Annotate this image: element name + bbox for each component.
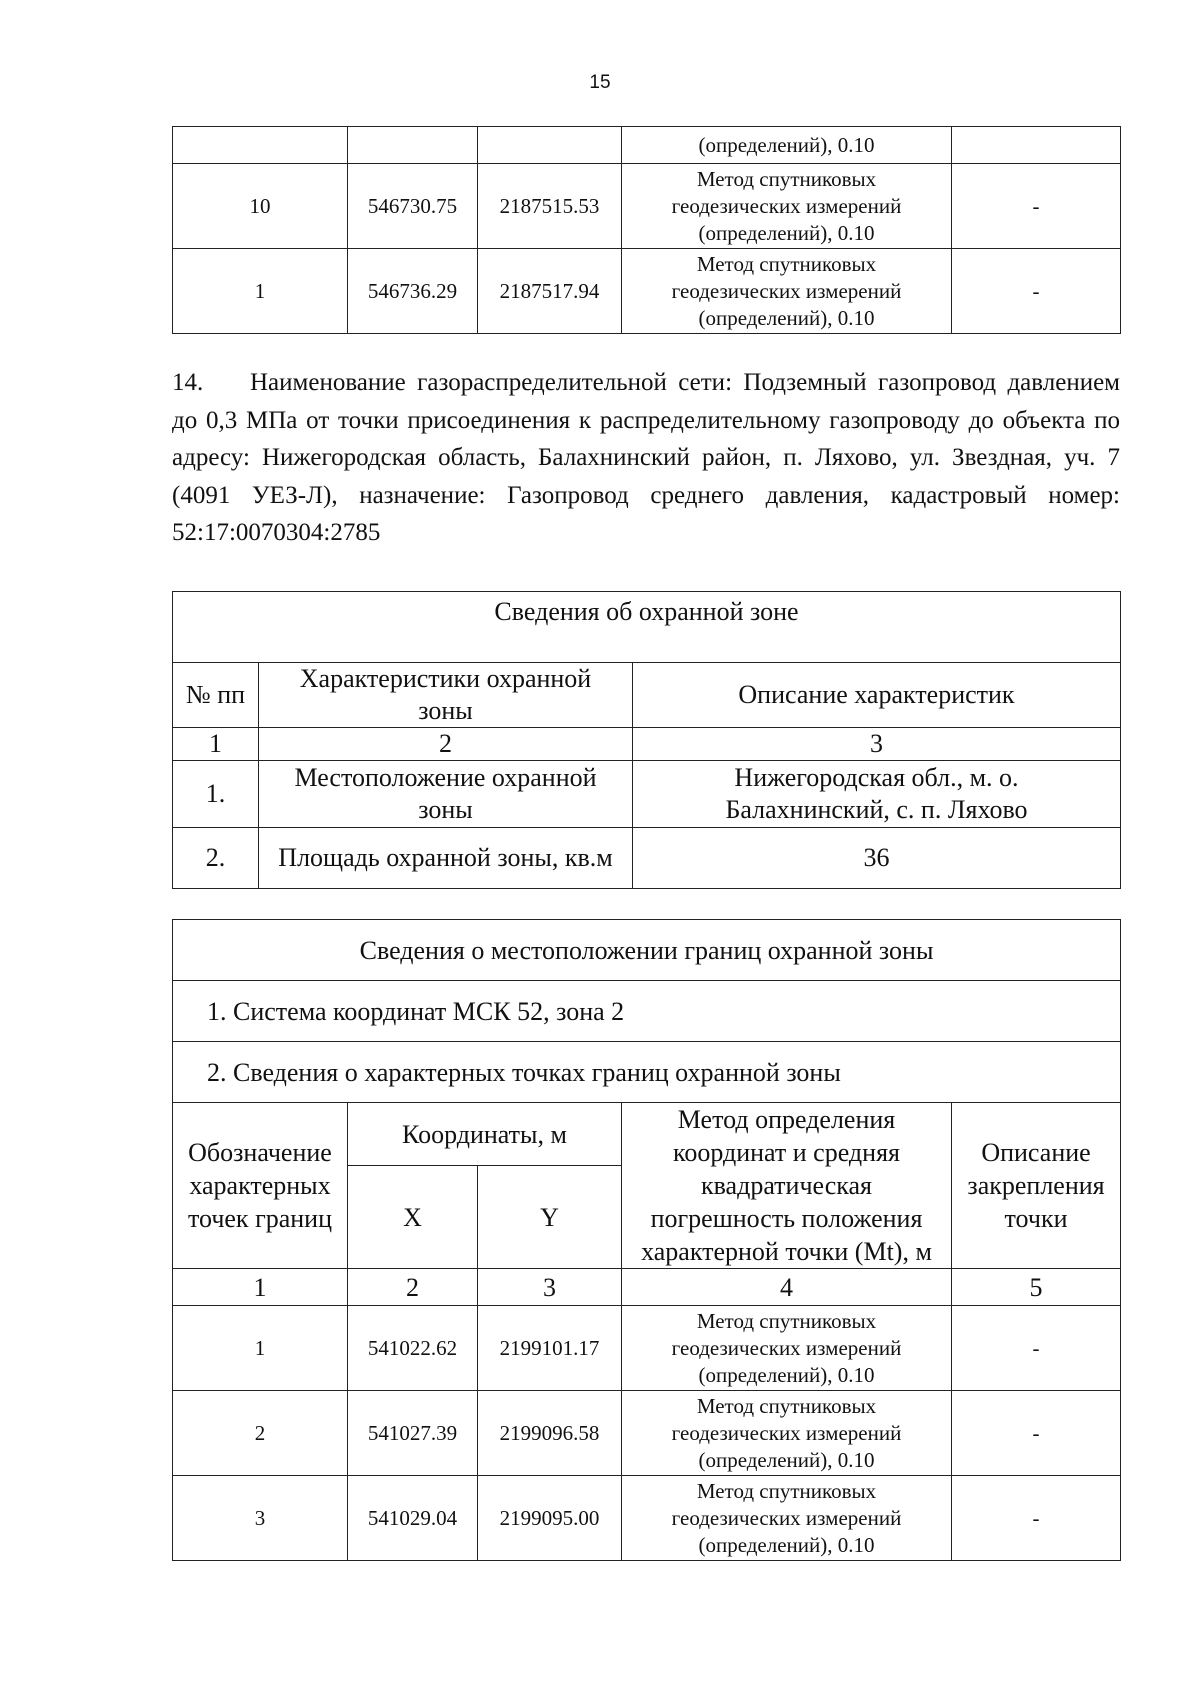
x-cell: 541022.62 [348, 1306, 478, 1391]
method-line: Метод спутниковых [696, 1393, 877, 1418]
point-cell: 3 [173, 1476, 348, 1561]
method-cell [622, 1476, 952, 1561]
header-line: Метод определения [677, 1105, 896, 1134]
coordinate-system-row [173, 981, 1121, 1042]
header-designation [173, 1103, 348, 1269]
column-number: 3 [633, 728, 1121, 761]
section-text: Наименование газораспределительной сети: Подземный газопровод давлением до 0,3 МПа от точки присоединения к распределительному газопроводу до объекта по адресу: Нижегородская область, Балахнинский район, п. Ляхово, ул. Звездная, уч. 7 (4091 УЕЗ-Л), назначение: Газопровод среднего давления, кадастровый номер: 52:17:0070304:2785 [172, 369, 1120, 546]
description-cell [633, 761, 1121, 828]
protected-zone-table [172, 591, 1121, 889]
header-characteristics [259, 663, 633, 728]
x-cell: 541029.04 [348, 1476, 478, 1561]
header-line: Характеристики охранной [299, 664, 592, 693]
point-cell: 10 [173, 164, 348, 249]
point-cell: 1 [173, 249, 348, 334]
header-num: № пп [173, 663, 259, 728]
characteristic-cell: Площадь охранной зоны, кв.м [259, 828, 633, 889]
x-cell: 546730.75 [348, 164, 478, 249]
method-line: геодезических измерений [671, 278, 902, 303]
description-cell: 36 [633, 828, 1121, 889]
y-cell: 2199096.58 [478, 1391, 622, 1476]
method-line: геодезических измерений [671, 193, 902, 218]
points-title: 2. Сведения о характерных точках границ охранной зоны [173, 1042, 1121, 1103]
row-number: 2. [173, 828, 259, 889]
column-number: 5 [952, 1269, 1121, 1306]
method-cell [622, 1391, 952, 1476]
x-cell: 546736.29 [348, 249, 478, 334]
header-line: характерной точки (Mt), м [641, 1237, 932, 1266]
column-number: 1 [173, 1269, 348, 1306]
fix-cell: - [952, 249, 1121, 334]
header-line: квадратическая [700, 1171, 873, 1200]
cell-line: Местоположение охранной [294, 763, 597, 792]
table-title-row [173, 920, 1121, 981]
header-y: Y [478, 1166, 622, 1269]
cell-line: зоны [418, 795, 473, 824]
method-cell [622, 1306, 952, 1391]
method-line: Метод спутниковых [696, 1478, 877, 1503]
coordinate-system: 1. Система координат МСК 52, зона 2 [173, 981, 1121, 1042]
table-row [173, 1306, 1121, 1391]
column-number: 3 [478, 1269, 622, 1306]
fix-cell: - [952, 164, 1121, 249]
section-14-paragraph [172, 364, 1120, 552]
table-title: Сведения об охранной зоне [173, 592, 1121, 663]
column-number: 1 [173, 728, 259, 761]
method-line: геодезических измерений [671, 1505, 902, 1530]
x-cell [348, 127, 478, 164]
y-cell: 2199101.17 [478, 1306, 622, 1391]
table-row [173, 828, 1121, 889]
header-line: зоны [418, 696, 473, 725]
method-line: Метод спутниковых [696, 251, 877, 276]
table-title: Сведения о местоположении границ охранной зоны [173, 920, 1121, 981]
section-number: 14. [172, 369, 204, 396]
method-line: Метод спутниковых [696, 166, 877, 191]
column-number-row [173, 1269, 1121, 1306]
header-line: координат и средняя [673, 1138, 900, 1167]
header-line: точек границ [187, 1204, 333, 1233]
y-cell: 2187515.53 [478, 164, 622, 249]
table-header-row [173, 663, 1121, 728]
method-line: (определений), 0.10 [698, 1362, 875, 1387]
method-line: (определений), 0.10 [698, 1532, 875, 1557]
method-cell [622, 249, 952, 334]
table-header-row [173, 1103, 1121, 1166]
point-cell [173, 127, 348, 164]
header-line: погрешность положения [650, 1204, 923, 1233]
method-line: (определений), 0.10 [698, 305, 875, 330]
top-coordinates-table [172, 126, 1121, 334]
header-line: характерных [189, 1171, 331, 1200]
table-row [173, 761, 1121, 828]
page-number: 15 [589, 72, 611, 93]
fix-cell [952, 127, 1121, 164]
header-line: точки [1004, 1204, 1068, 1233]
header-x: X [348, 1166, 478, 1269]
cell-line: Балахнинский, с. п. Ляхово [725, 795, 1028, 824]
header-line: Описание [981, 1138, 1091, 1167]
table-row [173, 1391, 1121, 1476]
table-row [173, 249, 1121, 334]
method-line: геодезических измерений [671, 1335, 902, 1360]
characteristic-cell [259, 761, 633, 828]
boundary-location-table [172, 919, 1121, 1561]
fix-cell: - [952, 1306, 1121, 1391]
y-cell: 2187517.94 [478, 249, 622, 334]
fix-cell: - [952, 1391, 1121, 1476]
method-line: Метод спутниковых [696, 1308, 877, 1333]
header-description: Описание характеристик [633, 663, 1121, 728]
table-row [173, 1476, 1121, 1561]
points-title-row [173, 1042, 1121, 1103]
column-number: 2 [348, 1269, 478, 1306]
column-number: 2 [259, 728, 633, 761]
header-line: закрепления [967, 1171, 1105, 1200]
column-number: 4 [622, 1269, 952, 1306]
point-cell: 2 [173, 1391, 348, 1476]
table-title-row [173, 592, 1121, 663]
point-cell: 1 [173, 1306, 348, 1391]
fix-cell: - [952, 1476, 1121, 1561]
y-cell: 2199095.00 [478, 1476, 622, 1561]
y-cell [478, 127, 622, 164]
header-fixing [952, 1103, 1121, 1269]
column-number-row [173, 728, 1121, 761]
method-line: (определений), 0.10 [698, 220, 875, 245]
header-line: Обозначение [188, 1138, 332, 1167]
x-cell: 541027.39 [348, 1391, 478, 1476]
method-cell [622, 164, 952, 249]
table-row [173, 127, 1121, 164]
method-line: (определений), 0.10 [698, 1447, 875, 1472]
row-number: 1. [173, 761, 259, 828]
header-coordinates: Координаты, м [348, 1103, 622, 1166]
header-method [622, 1103, 952, 1269]
table-row [173, 164, 1121, 249]
cell-line: Нижегородская обл., м. о. [734, 763, 1019, 792]
method-line: геодезических измерений [671, 1420, 902, 1445]
method-cell: (определений), 0.10 [622, 127, 952, 164]
